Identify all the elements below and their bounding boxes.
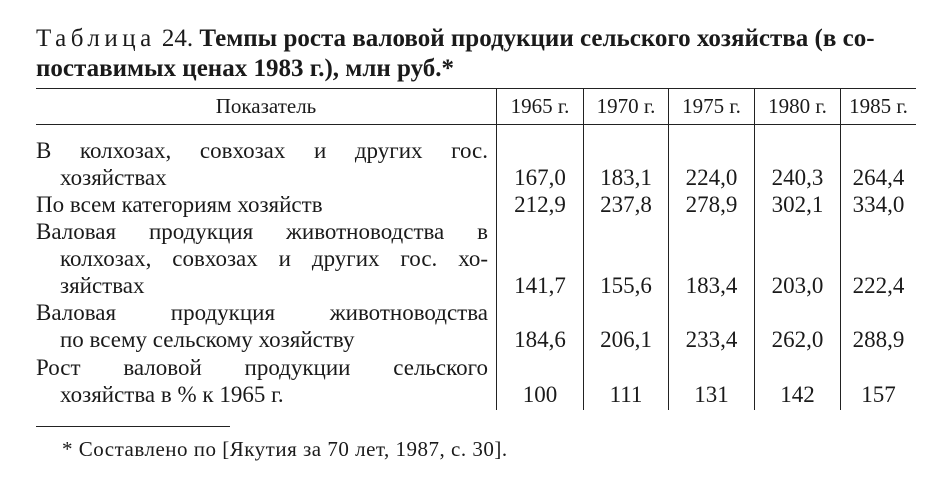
cell-value: 167,0 (514, 165, 566, 190)
row-label-livestock-kolkhoz (36, 218, 488, 299)
cell-value: 233,4 (685, 327, 738, 352)
header-indicator: Показатель (215, 94, 317, 118)
row-label-line: хозяйствах (60, 165, 167, 190)
row-label-line: Рост валовой продукции сельского (36, 355, 488, 380)
cell-value: 206,1 (600, 327, 652, 352)
row-label-line: Валовая продукция животноводства в (36, 219, 488, 244)
row-label-line: по всему сельскому хозяйству (60, 327, 355, 352)
row-label-line: Валовая продукция животноводства (36, 300, 488, 325)
header-year-1985: 1985 г. (849, 94, 908, 118)
row-label-line: В колхозах, совхозах и других гос. (36, 138, 488, 163)
cell-value: 212,9 (514, 192, 566, 217)
cell-value: 155,6 (600, 273, 652, 298)
cell-value: 131 (694, 382, 729, 407)
table-title-line-2: поставимых ценах 1983 г.), млн руб.* (36, 55, 455, 82)
column-divider (496, 88, 497, 410)
cell-value: 240,3 (771, 165, 824, 190)
cell-value: 183,1 (600, 165, 652, 190)
cell-value: 264,4 (852, 165, 905, 190)
column-divider (583, 88, 584, 410)
footnote-rule (36, 426, 230, 427)
row-label-line: зяйствах (60, 273, 145, 298)
column-divider (668, 88, 669, 410)
cell-value: 222,4 (852, 273, 905, 298)
header-year-1970: 1970 г. (596, 94, 656, 118)
cell-value: 183,4 (685, 273, 738, 298)
row-label-all-farms (36, 191, 488, 218)
cell-value: 142 (780, 382, 815, 407)
cell-value: 111 (609, 382, 643, 407)
footnote: * Составлено по [Якутия за 70 лет, 1987, с. 30]. (62, 437, 508, 461)
row-label-line: колхозах, совхозах и других гос. хо- (60, 246, 488, 271)
cell-value: 203,0 (771, 273, 824, 298)
table-label: Таблица (36, 25, 156, 52)
cell-value: 262,0 (771, 327, 824, 352)
cell-value: 302,1 (771, 192, 824, 217)
table-caption (36, 24, 916, 84)
cell-value: 224,0 (685, 165, 738, 190)
row-label-growth-percent (36, 354, 488, 408)
table-header-rule (36, 124, 916, 125)
row-label-livestock-all (36, 299, 488, 353)
table-number: 24. (161, 25, 194, 52)
cell-value: 184,6 (514, 327, 566, 352)
table-title-line-1: Темпы роста валовой продукции сельского хозяйства (в со- (199, 25, 875, 52)
cell-value: 278,9 (685, 192, 738, 217)
cell-value: 237,8 (600, 192, 652, 217)
row-label-kolkhoz-sovkhoz (36, 137, 488, 191)
header-year-1980: 1980 г. (768, 94, 827, 118)
header-year-1965: 1965 г. (510, 94, 570, 118)
cell-value: 141,7 (514, 273, 566, 298)
cell-value: 100 (522, 382, 558, 407)
header-year-1975: 1975 г. (682, 94, 741, 118)
column-divider (754, 88, 755, 410)
row-label-line: хозяйства в % к 1965 г. (60, 382, 284, 407)
cell-value: 334,0 (852, 192, 905, 217)
row-label-line: По всем категориям хозяйств (36, 192, 323, 217)
column-divider (840, 88, 841, 410)
cell-value: 157 (861, 382, 896, 407)
cell-value: 288,9 (852, 327, 905, 352)
